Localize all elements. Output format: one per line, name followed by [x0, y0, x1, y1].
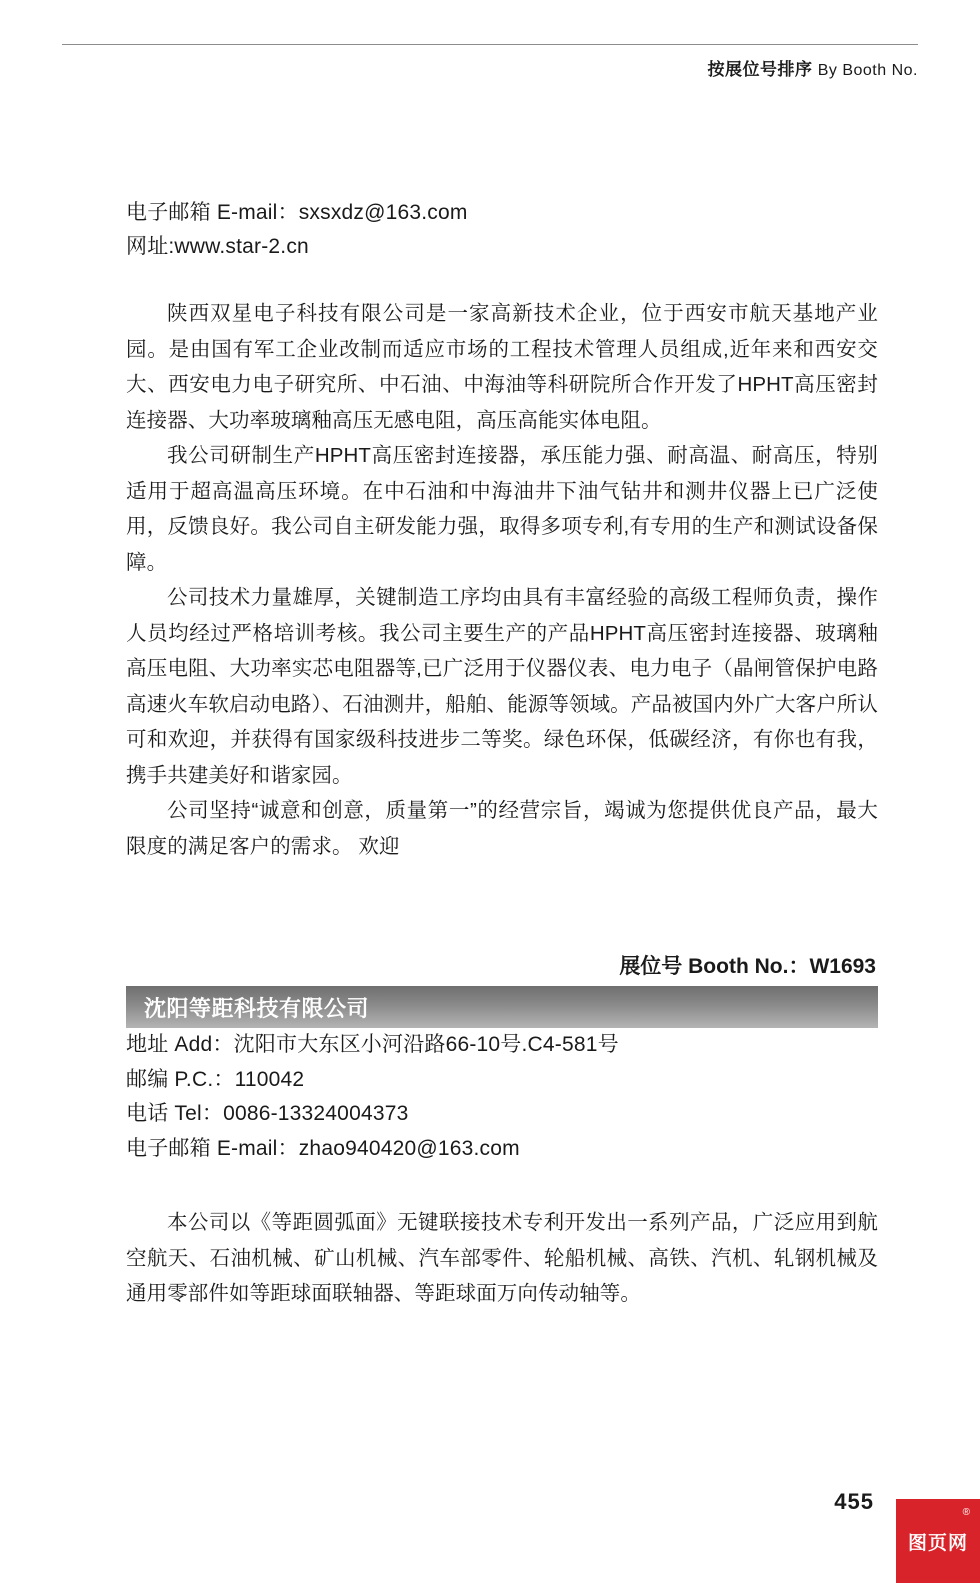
paragraph: 公司技术力量雄厚，关键制造工序均由具有丰富经验的高级工程师负责，操作人员均经过严格培训考核。我公司主要生产的产品HPHT高压密封连接器、玻璃釉高压电阻、大功率实芯电阻器等,已广泛用于仪器仪表、电力电子（晶闸管保护电路高速火车软启动电路）、石油测井，船舶、能源等领域。产品被国内外广大客户所认可和欢迎，并获得有国家级科技进步二等奖。绿色环保，低碳经济，有你也有我，携手共建美好和谐家园。 — [126, 586, 878, 787]
booth-number-value: W1693 — [809, 955, 876, 978]
paragraph: 公司坚持“诚意和创意，质量第一”的经营宗旨，竭诚为您提供优良产品，最大限度的满足客户的需求。 欢迎 — [126, 799, 878, 858]
contact-address: 地址 Add：沈阳市大东区小河沿路66-10号.C4-581号 — [126, 1033, 619, 1056]
contact-website: 网址:www.star-2.cn — [126, 235, 309, 258]
paragraph: 陕西双星电子科技有限公司是一家高新技术企业，位于西安市航天基地产业园。是由国有军工企业改制而适应市场的工程技术管理人员组成,近年来和西安交大、西安电力电子研究所、中石油、中海油等科研院所合作开发了HPHT高压密封连接器、大功率玻璃釉高压无感电阻，高压高能实体电阻。 — [126, 302, 878, 432]
watermark-badge — [896, 1499, 980, 1583]
company-description-top — [126, 296, 878, 864]
paragraph: 本公司以《等距圆弧面》无键联接技术专利开发出一系列产品，广泛应用到航空航天、石油机械、矿山机械、汽车部零件、轮船机械、高铁、汽机、轧钢机械及通用零部件如等距球面联轴器、等距球面万向传动轴等。 — [126, 1211, 878, 1305]
contact-email: 电子邮箱 E-mail：zhao940420@163.com — [126, 1136, 520, 1160]
booth-number-line — [619, 950, 876, 980]
company-description-bottom — [126, 1205, 878, 1312]
watermark-text: 图页网 — [907, 1532, 968, 1554]
booth-number-label: 展位号 Booth No.： — [619, 955, 810, 978]
page-number: 455 — [834, 1489, 874, 1514]
header-sort-label-cn: 按展位号排序 — [707, 60, 813, 79]
contact-block-bottom — [126, 1028, 886, 1166]
contact-postcode: 邮编 P.C.：110042 — [126, 1067, 305, 1091]
contact-tel: 电话 Tel：0086-13324004373 — [126, 1102, 409, 1125]
registered-mark-icon: ® — [962, 1507, 971, 1518]
contact-block-top — [126, 196, 886, 264]
header-divider — [62, 44, 918, 45]
header-sort-label — [707, 55, 918, 80]
contact-email: 电子邮箱 E-mail：sxsxdz@163.com — [126, 201, 468, 224]
company-name: 沈阳等距科技有限公司 — [144, 995, 370, 1021]
header-sort-label-en: By Booth No. — [817, 62, 918, 79]
paragraph: 我公司研制生产HPHT高压密封连接器，承压能力强、耐高温、耐高压，特别适用于超高温高压环境。在中石油和中海油井下油气钻井和测井仪器上已广泛使用，反馈良好。我公司自主研发能力强，取得多项专利,有专用的生产和测试设备保障。 — [126, 444, 878, 574]
company-name-bar — [126, 986, 878, 1028]
